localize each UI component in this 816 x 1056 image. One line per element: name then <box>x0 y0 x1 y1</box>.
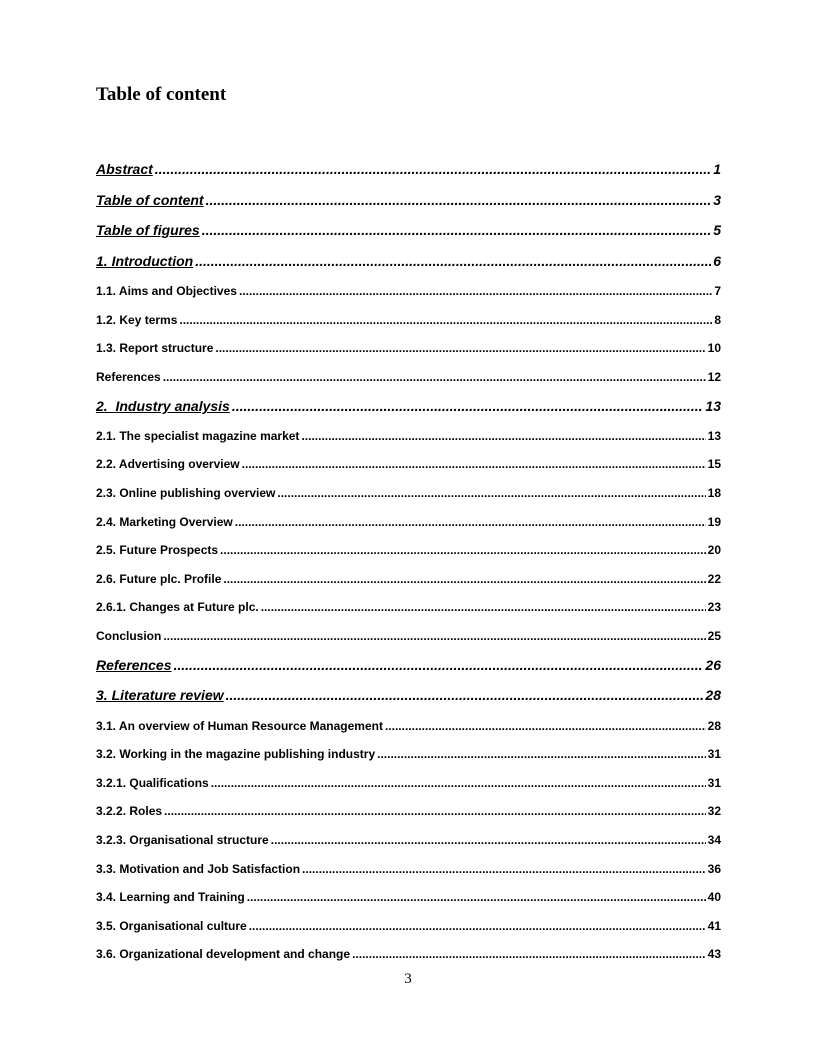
toc-entry-future-plc-profile[interactable] <box>96 572 721 586</box>
toc-entry-page: 34 <box>707 833 721 847</box>
toc-entry-label: 1. Introduction <box>96 253 194 269</box>
toc-entry-page: 13 <box>705 398 721 414</box>
toc-entry-references-1[interactable] <box>96 370 721 384</box>
toc-entry-page: 32 <box>707 804 721 818</box>
toc-entry-label: 3.5. Organisational culture <box>96 919 247 933</box>
toc-entry-label: 3.6. Organizational development and change <box>96 947 351 961</box>
toc-entry-page: 7 <box>714 284 721 298</box>
toc-entry-abstract[interactable] <box>96 161 721 177</box>
toc-entry-page: 5 <box>713 222 721 238</box>
toc-entry-marketing-overview[interactable] <box>96 515 721 529</box>
toc-entry-page: 20 <box>707 543 721 557</box>
toc-entry-page: 41 <box>707 919 721 933</box>
toc-entry-page: 23 <box>707 600 721 614</box>
toc-entry-page: 1 <box>713 161 721 177</box>
toc-entry-label: 3.2.2. Roles <box>96 804 163 818</box>
toc-entry-specialist-magazine-market[interactable] <box>96 429 721 443</box>
toc-entry-page: 12 <box>707 370 721 384</box>
toc-entry-label: 2.2. Advertising overview <box>96 457 240 471</box>
toc-entry-page: 18 <box>707 486 721 500</box>
toc-entry-page: 28 <box>707 719 721 733</box>
toc-entry-organisational-culture[interactable] <box>96 919 721 933</box>
toc-entry-organisational-structure[interactable] <box>96 833 721 847</box>
toc-entry-page: 15 <box>707 457 721 471</box>
toc-entry-hrm-overview[interactable] <box>96 719 721 733</box>
toc-entry-working-magazine-publishing[interactable] <box>96 747 721 761</box>
toc-entry-conclusion[interactable] <box>96 629 721 643</box>
toc-entry-label: Table of figures <box>96 222 200 238</box>
toc-entry-future-prospects[interactable] <box>96 543 721 557</box>
toc-entry-table-of-content[interactable] <box>96 192 721 208</box>
toc-entry-label: References <box>96 657 172 673</box>
toc-entry-label: 2. Industry analysis <box>96 398 230 414</box>
toc-entry-label: 2.6.1. Changes at Future plc. <box>96 600 259 614</box>
toc-entry-label: 1.2. Key terms <box>96 313 178 327</box>
toc-entry-page: 25 <box>707 629 721 643</box>
toc-entry-page: 40 <box>707 890 721 904</box>
toc-entry-label: 1.1. Aims and Objectives <box>96 284 237 298</box>
toc-entry-page: 6 <box>713 253 721 269</box>
toc-entry-industry-analysis[interactable] <box>96 398 721 414</box>
page-number: 3 <box>404 971 412 987</box>
toc-entry-page: 3 <box>713 192 721 208</box>
toc-entry-label: 3.2.3. Organisational structure <box>96 833 269 847</box>
toc-entry-page: 36 <box>707 862 721 876</box>
toc-entry-key-terms[interactable] <box>96 313 721 327</box>
toc-entry-learning-training[interactable] <box>96 890 721 904</box>
toc-entry-aims-objectives[interactable] <box>96 284 721 298</box>
toc-entry-label: 2.3. Online publishing overview <box>96 486 276 500</box>
toc-entry-literature-review[interactable] <box>96 687 721 703</box>
toc-entry-page: 31 <box>707 747 721 761</box>
toc-entry-motivation-job-satisfaction[interactable] <box>96 862 721 876</box>
toc-entry-references-2[interactable] <box>96 657 721 673</box>
toc-entry-label: 2.1. The specialist magazine market <box>96 429 300 443</box>
toc-entry-label: 2.6. Future plc. Profile <box>96 572 222 586</box>
toc-entry-label: Conclusion <box>96 629 162 643</box>
toc-entry-label: 2.5. Future Prospects <box>96 543 219 557</box>
toc-entry-label: 3.3. Motivation and Job Satisfaction <box>96 862 301 876</box>
toc-entry-advertising-overview[interactable] <box>96 457 721 471</box>
toc-entry-report-structure[interactable] <box>96 341 721 355</box>
toc-entry-label: 3.2.1. Qualifications <box>96 776 209 790</box>
toc-entry-page: 10 <box>707 341 721 355</box>
toc-entry-label: 2.4. Marketing Overview <box>96 515 233 529</box>
toc-entry-roles[interactable] <box>96 804 721 818</box>
toc-entry-page: 31 <box>707 776 721 790</box>
toc-entry-page: 13 <box>707 429 721 443</box>
toc-entry-label: 3.1. An overview of Human Resource Management <box>96 719 383 733</box>
toc-entry-label: 1.3. Report structure <box>96 341 214 355</box>
toc-entry-label: 3.2. Working in the magazine publishing industry <box>96 747 376 761</box>
toc-entry-label: Table of content <box>96 192 204 208</box>
toc-entry-label: 3.4. Learning and Training <box>96 890 245 904</box>
toc-entry-qualifications[interactable] <box>96 776 721 790</box>
toc-entry-introduction[interactable] <box>96 253 721 269</box>
toc-entry-label: 3. Literature review <box>96 687 224 703</box>
toc-entry-page: 8 <box>714 313 721 327</box>
toc-entry-page: 22 <box>707 572 721 586</box>
toc-entry-changes-future-plc[interactable] <box>96 600 721 614</box>
toc-entry-page: 19 <box>707 515 721 529</box>
toc-entry-page: 26 <box>705 657 721 673</box>
toc-entry-organizational-development[interactable] <box>96 947 721 961</box>
toc-entry-label: References <box>96 370 161 384</box>
page-title: Table of content <box>96 84 227 105</box>
toc-entry-label: Abstract <box>96 161 153 177</box>
toc-entry-table-of-figures[interactable] <box>96 222 721 238</box>
toc-entry-online-publishing-overview[interactable] <box>96 486 721 500</box>
toc-entry-page: 43 <box>707 947 721 961</box>
toc-entry-page: 28 <box>705 687 721 703</box>
